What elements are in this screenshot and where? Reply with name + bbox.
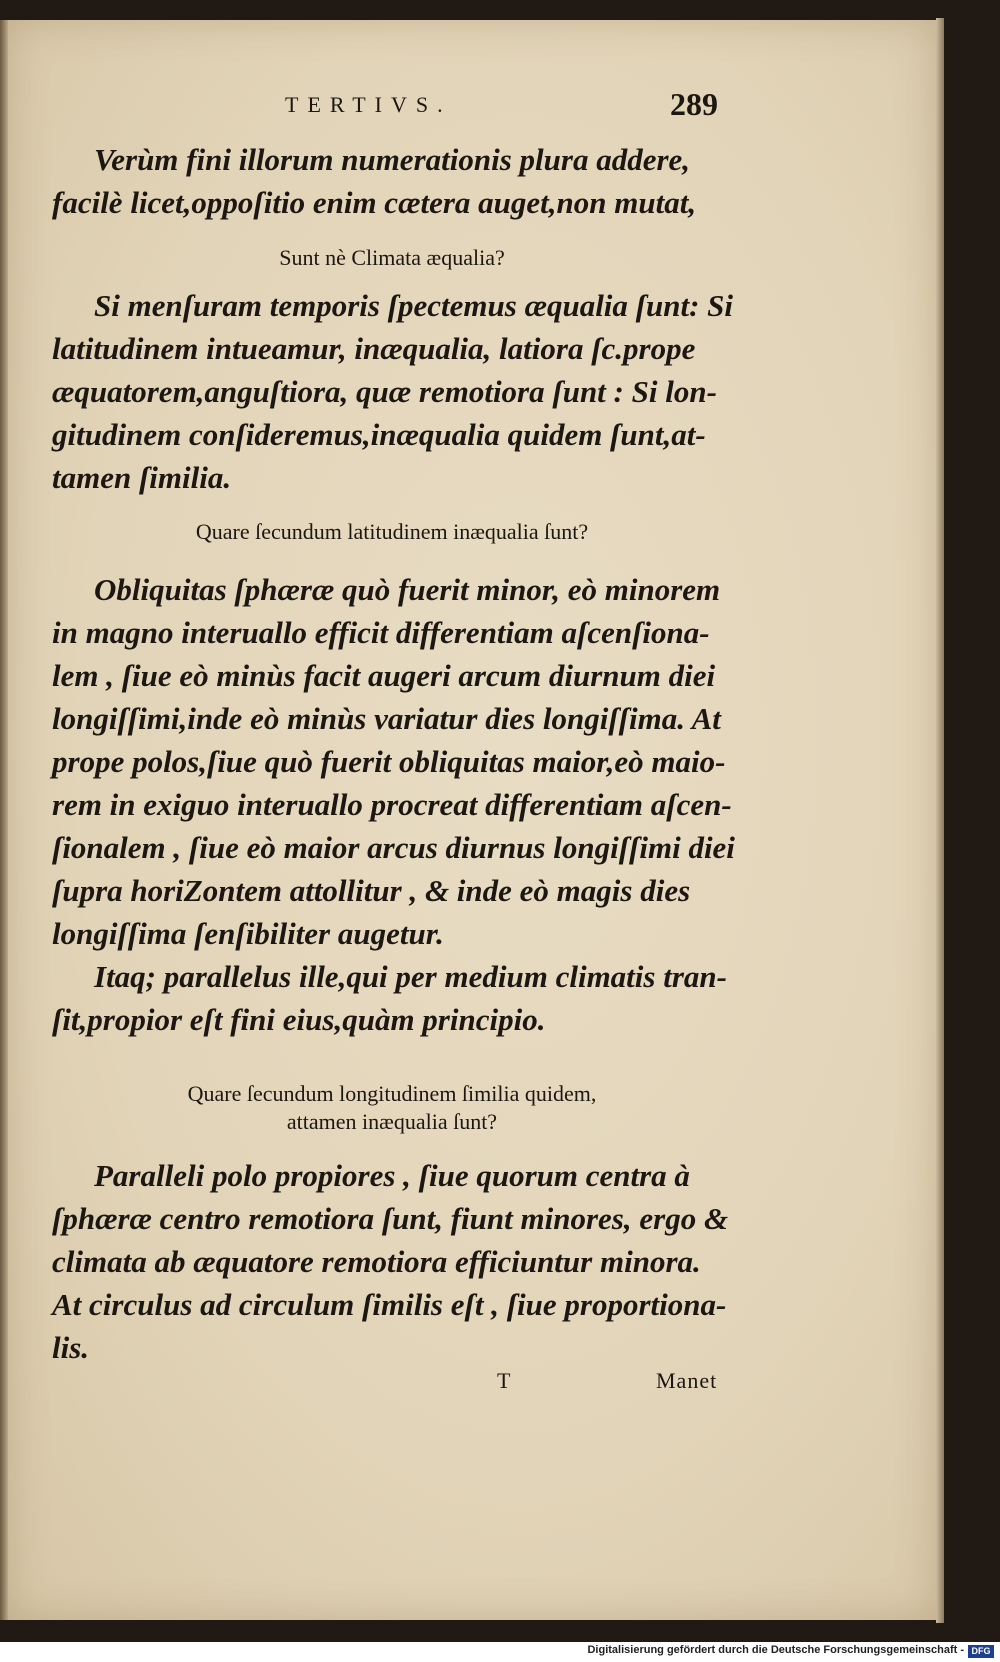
catchword: Manet	[656, 1368, 718, 1393]
question-line: Sunt nè Climata æqualia?	[279, 245, 505, 270]
text-line: in magno interuallo efficit differentiam aſcenſiona-	[52, 615, 710, 650]
text-line: Paralleli polo propiores , ſiue quorum centra à	[94, 1158, 690, 1193]
text-line: latitudinem intueamur, inæqualia, latiora ſc.prope	[52, 331, 696, 366]
page-header	[0, 86, 960, 126]
paragraph-answer	[52, 284, 732, 499]
question-line: Quare ſecundum longitudinem ſimilia quidem,	[187, 1081, 597, 1106]
paragraph-intro	[52, 138, 732, 224]
text-line: rem in exiguo interuallo procreat differentiam aſcen-	[52, 787, 732, 822]
text-line: æquatorem,anguſtiora, quæ remotiora ſunt : Si lon-	[52, 374, 717, 409]
dfg-logo-icon: DFG	[968, 1645, 994, 1658]
text-line: Itaq; parallelus ille,qui per medium climatis tran-	[94, 959, 727, 994]
text-line: longiſſima ſenſibiliter augetur.	[52, 916, 444, 951]
page-number: 289	[670, 86, 718, 122]
text-line: facilè licet,oppoſitio enim cætera auget,non mutat,	[52, 185, 697, 220]
text-line: Obliquitas ſphæræ quò fuerit minor, eò minorem	[94, 572, 721, 607]
answer-text	[52, 284, 732, 499]
running-title: TERTIVS.	[285, 92, 452, 117]
digitization-credit: Digitalisierung gefördert durch die Deutsche Forschungsgemeinschaft -	[587, 1644, 964, 1656]
text-line: lis.	[52, 1330, 90, 1365]
question-line: Quare ſecundum latitudinem inæqualia ſunt?	[195, 519, 589, 544]
text-line: prope polos,ſiue quò fuerit obliquitas maior,eò maio-	[52, 744, 726, 779]
question-heading	[52, 1080, 732, 1136]
question-heading	[52, 518, 732, 546]
text-line: ſionalem , ſiue eò maior arcus diurnus longiſſimi diei	[52, 830, 735, 865]
text-line: ſit,propior eſt fini eius,quàm principio.	[52, 1002, 546, 1037]
answer-text	[52, 138, 732, 224]
signature-mark: T	[497, 1368, 511, 1393]
question-heading	[52, 244, 732, 272]
text-line: lem , ſiue eò minùs facit augeri arcum diurnum diei	[52, 658, 716, 693]
text-line: Si menſuram temporis ſpectemus æqualia ſunt: Si	[94, 288, 734, 323]
page-fore-edge	[936, 18, 944, 1623]
text-line: ſupra horiZontem attollitur , & inde eò magis dies	[52, 873, 691, 908]
text-line: Verùm fini illorum numerationis plura addere,	[94, 142, 691, 177]
question-line: attamen inæqualia ſunt?	[286, 1109, 498, 1134]
text-line: gitudinem conſideremus,inæqualia quidem ſunt,at-	[52, 417, 706, 452]
answer-text	[52, 1154, 732, 1369]
answer-text	[52, 568, 735, 1041]
paragraph-answer	[52, 568, 735, 1041]
paragraph-answer	[52, 1154, 732, 1369]
text-line: ſphæræ centro remotiora ſunt, fiunt minores, ergo &	[52, 1201, 729, 1236]
text-line: tamen ſimilia.	[52, 460, 232, 495]
text-line: climata ab æquatore remotiora efficiuntur minora.	[52, 1244, 701, 1279]
text-line: longiſſimi,inde eò minùs variatur dies longiſſima. At	[52, 701, 721, 736]
text-line: At circulus ad circulum ſimilis eſt , ſiue proportiona-	[52, 1287, 727, 1322]
